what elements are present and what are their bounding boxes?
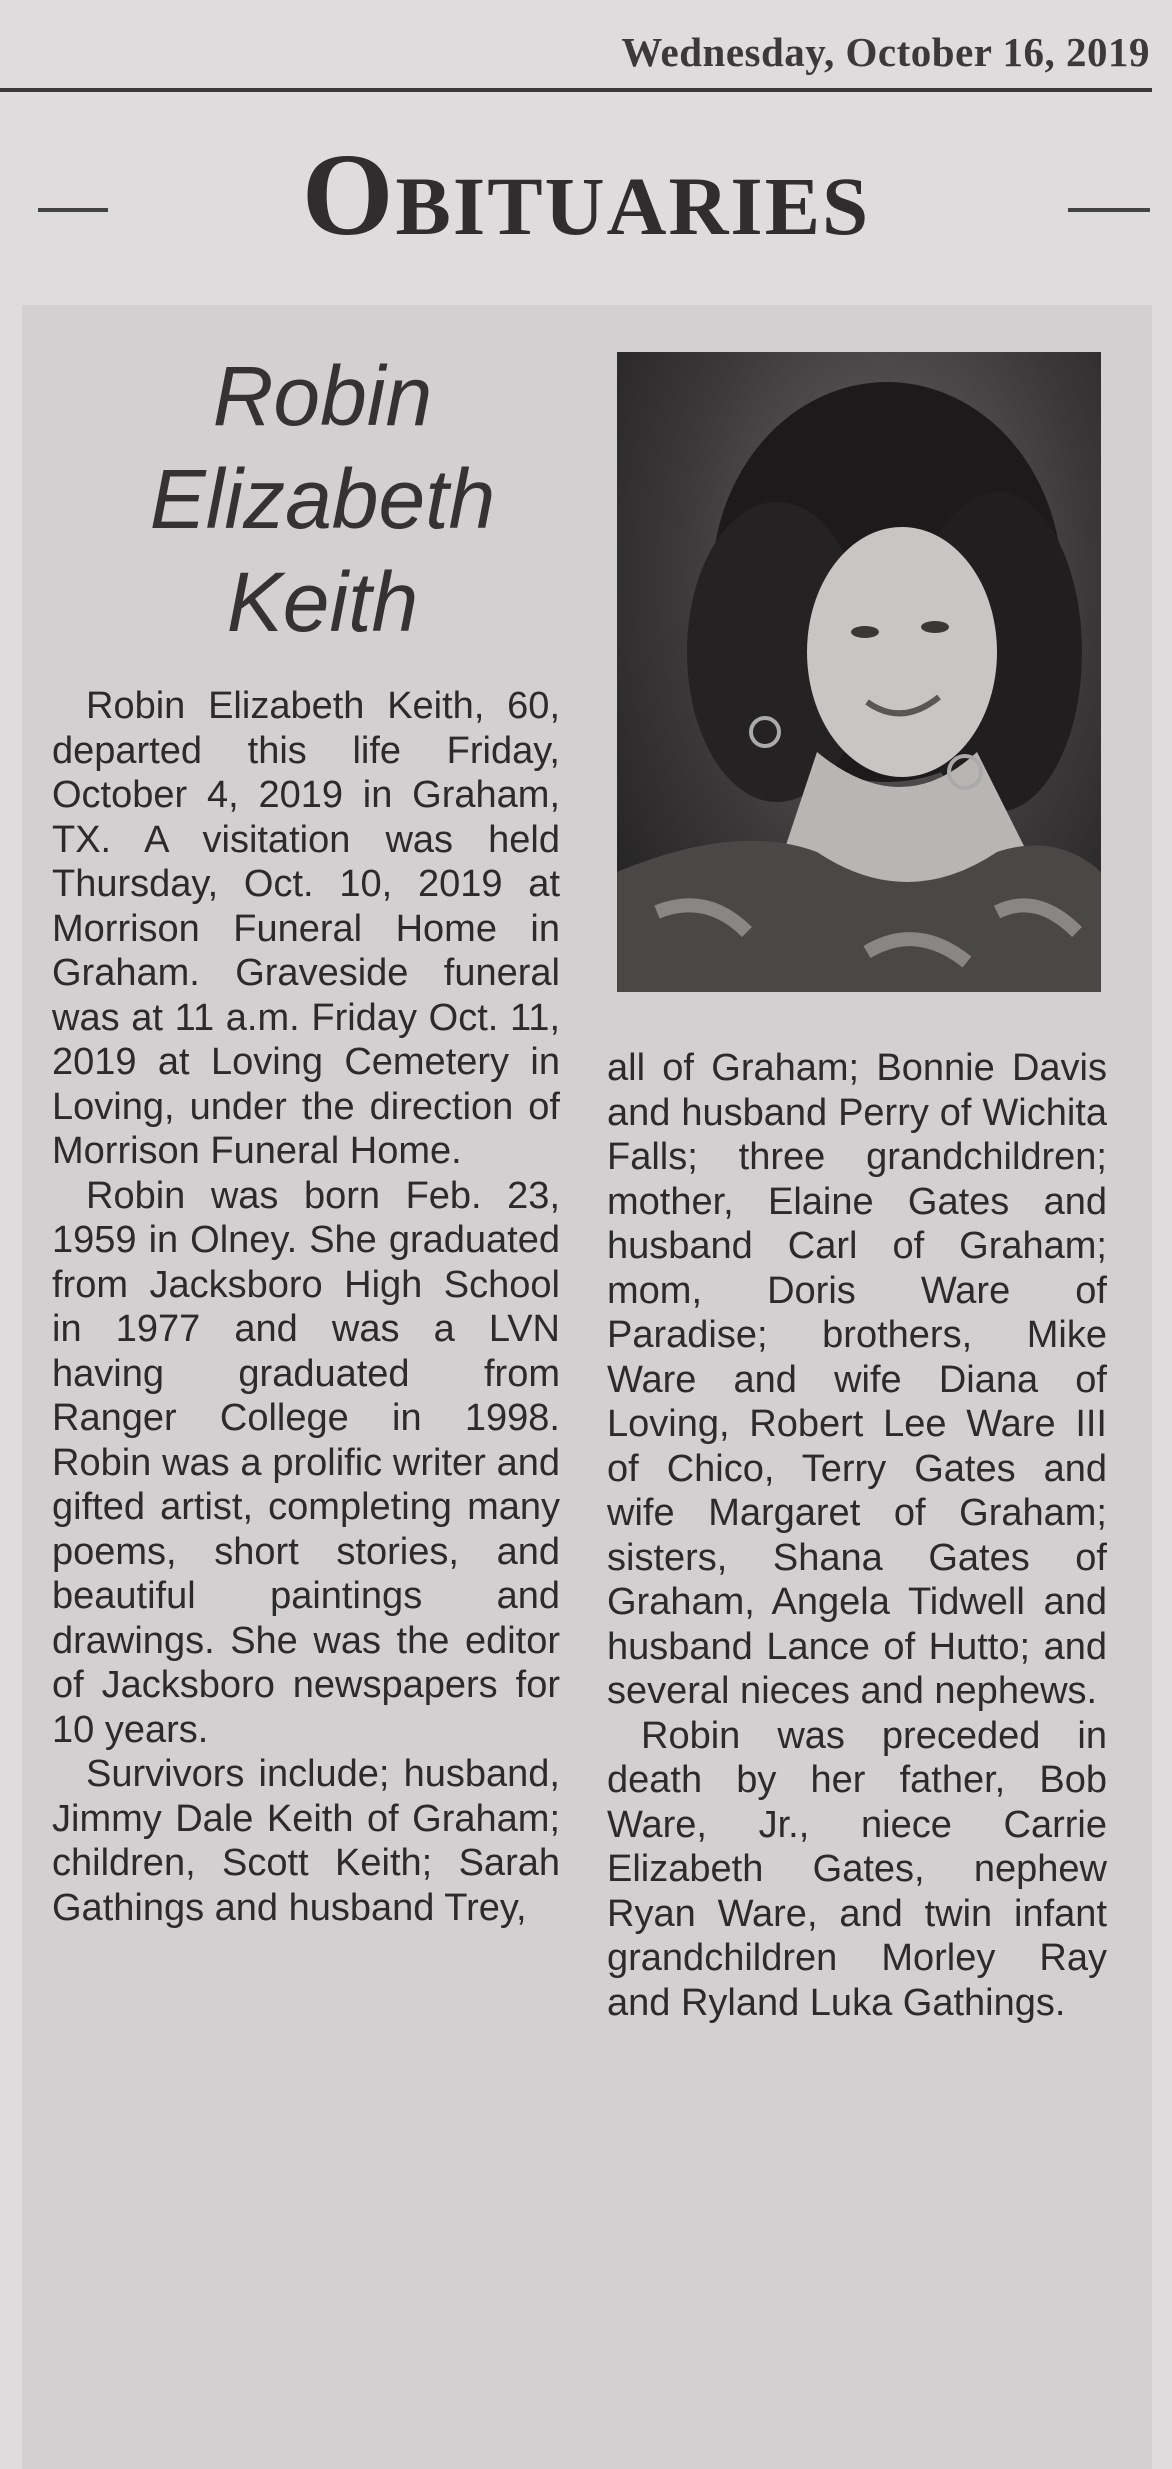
name-line-2: Elizabeth [149, 452, 496, 546]
name-line-3: Keith [226, 555, 419, 649]
paragraph-preceded-in-death: Robin was preceded in death by her father, Bob Ware, Jr., niece Carrie Elizabeth Gates, nephew Ryan Ware, and twin infant grandchildren Morley Ray and Ryland Luka Gathings. [607, 1714, 1107, 2024]
paragraph-death-notice: Robin Elizabeth Keith, 60, departed this life Friday, October 4, 2019 in Graham, TX. A visitation was held Thursday, Oct. 10, 2019 at Morrison Funeral Home in Graham. Graveside funeral was at 11 a.m. Friday Oct. 11, 2019 at Loving Cemetery in Loving, under the direction of Morrison Funeral Home. [52, 685, 560, 1172]
section-title: Obituaries [301, 129, 871, 260]
portrait-photo [617, 352, 1101, 992]
paragraph-survivors-start: Survivors include; husband, Jimmy Dale Keith of Graham; children, Scott Keith; Sarah Gathings and husband Trey, [52, 1753, 560, 1929]
right-dash [1068, 208, 1150, 212]
name-line-1: Robin [212, 349, 433, 443]
obituary-name [110, 345, 535, 654]
masthead [0, 120, 1172, 280]
dateline: Wednesday, October 16, 2019 [621, 29, 1150, 75]
left-column [52, 684, 560, 1930]
paragraph-survivors-continued: all of Graham; Bonnie Davis and husband Perry of Wichita Falls; three grandchildren; mother, Elaine Gates and husband Carl of Graham; mom, Doris Ware of Paradise; brothers, Mike Ware and wife Diana of Loving, Robert Lee Ware III of Chico, Terry Gates and wife Margaret of Graham; sisters, Shana Gates of Graham, Angela Tidwell and husband Lance of Hutto; and several nieces and nephews. [607, 1047, 1107, 1712]
right-column [607, 1046, 1107, 2025]
paragraph-biography: Robin was born Feb. 23, 1959 in Olney. She graduated from Jacksboro High School in 1977 and was a LVN having graduated from Ranger College in 1998. Robin was a prolific writer and gifted artist, completing many poems, short stories, and beautiful paintings and drawings. She was the editor of Jacksboro newspapers for 10 years. [52, 1174, 560, 1751]
header-rule [0, 88, 1152, 92]
